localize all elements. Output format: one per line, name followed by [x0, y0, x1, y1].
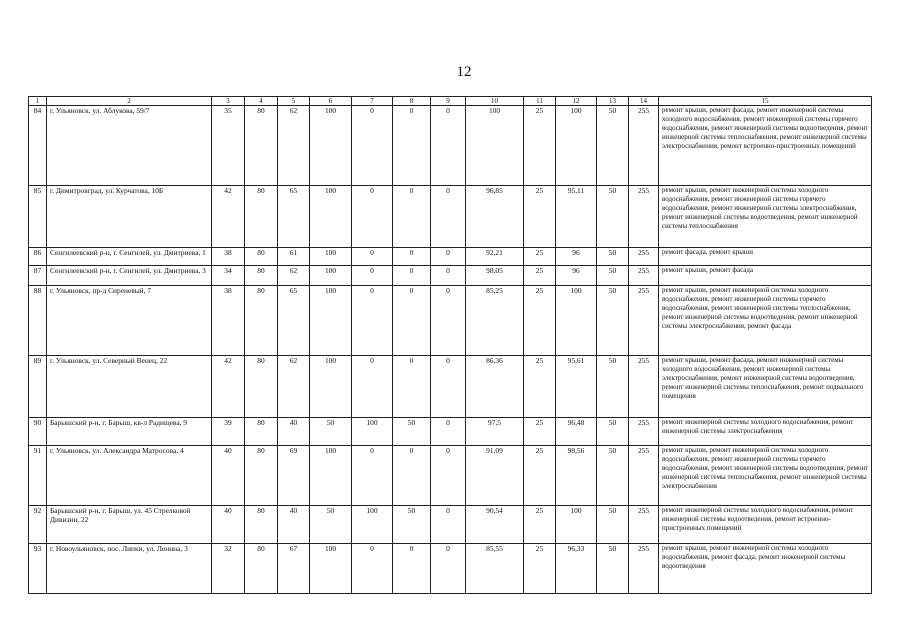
address-cell: Барышский р-н, г. Барыш, кв-л Радищева, 9 — [47, 418, 212, 446]
cell-col-13: 50 — [597, 286, 629, 356]
cell-col-14: 255 — [629, 248, 659, 266]
cell-col-10: 86,36 — [466, 356, 524, 418]
cell-col-13: 50 — [597, 446, 629, 506]
cell-col-8: 50 — [393, 418, 431, 446]
cell-col-13: 50 — [597, 506, 629, 544]
cell-col-5: 62 — [278, 356, 310, 418]
row-number: 90 — [29, 418, 47, 446]
cell-col-14: 255 — [629, 106, 659, 186]
cell-col-6: 100 — [310, 356, 352, 418]
header-col-10: 10 — [466, 97, 524, 106]
works-cell: ремонт крыши, ремонт инженерной системы холодного водоснабжения, ремонт инженерной системы горячего водоснабжения, ремонт инженерной системы водоотведения, ремонт инженерной системы теплоснабжения, ремонт инженерной системы электроснабжения — [659, 446, 872, 506]
cell-col-13: 50 — [597, 356, 629, 418]
cell-col-10: 90,54 — [466, 506, 524, 544]
row-number: 86 — [29, 248, 47, 266]
cell-col-11: 25 — [524, 186, 556, 248]
cell-col-4: 80 — [245, 286, 278, 356]
header-col-12: 12 — [556, 97, 597, 106]
works-cell: ремонт крыши, ремонт фасада, ремонт инженерной системы холодного водоснабжения, ремонт инженерной системы электроснабжения, ремонт инженерной системы водоотведения, ремонт инженерной системы теплоснабжения, ремонт подвального помещения — [659, 356, 872, 418]
table-row — [29, 248, 872, 266]
header-col-4: 4 — [245, 97, 278, 106]
cell-col-13: 50 — [597, 248, 629, 266]
cell-col-4: 80 — [245, 446, 278, 506]
cell-col-9: 0 — [431, 506, 466, 544]
cell-col-5: 61 — [278, 248, 310, 266]
cell-col-8: 0 — [393, 106, 431, 186]
address-cell: г. Новоульяновск, пос. Липки, ул. Ленина, 3 — [47, 544, 212, 594]
cell-col-11: 25 — [524, 248, 556, 266]
cell-col-4: 80 — [245, 266, 278, 286]
works-cell: ремонт крыши, ремонт фасада, ремонт инженерной системы холодного водоснабжения, ремонт инженерной системы горячего водоснабжения, ремонт инженерной системы водоотведения, ремонт инженерной системы теплоснабжения, ремонт инженерной системы электроснабжения, ремонт встроенно-пристроенных помещений — [659, 106, 872, 186]
cell-col-3: 38 — [212, 248, 245, 266]
cell-col-10: 85,55 — [466, 544, 524, 594]
table-row — [29, 106, 872, 186]
cell-col-3: 40 — [212, 446, 245, 506]
cell-col-9: 0 — [431, 446, 466, 506]
cell-col-6: 50 — [310, 418, 352, 446]
cell-col-11: 25 — [524, 506, 556, 544]
cell-col-6: 100 — [310, 266, 352, 286]
header-col-5: 5 — [278, 97, 310, 106]
header-col-1: 1 — [29, 97, 47, 106]
cell-col-8: 0 — [393, 286, 431, 356]
table-row — [29, 356, 872, 418]
cell-col-3: 35 — [212, 106, 245, 186]
cell-col-10: 92,21 — [466, 248, 524, 266]
cell-col-14: 255 — [629, 418, 659, 446]
address-cell: Барышский р-н, г. Барыш, ул. 45 Стрелковой Дивизии, 22 — [47, 506, 212, 544]
cell-col-14: 255 — [629, 544, 659, 594]
table-row — [29, 266, 872, 286]
cell-col-12: 96,48 — [556, 418, 597, 446]
header-col-13: 13 — [597, 97, 629, 106]
cell-col-3: 42 — [212, 356, 245, 418]
cell-col-9: 0 — [431, 356, 466, 418]
row-number: 91 — [29, 446, 47, 506]
cell-col-5: 40 — [278, 506, 310, 544]
cell-col-9: 0 — [431, 106, 466, 186]
cell-col-12: 95,11 — [556, 186, 597, 248]
header-col-3: 3 — [212, 97, 245, 106]
cell-col-5: 62 — [278, 106, 310, 186]
cell-col-8: 0 — [393, 446, 431, 506]
cell-col-6: 100 — [310, 106, 352, 186]
cell-col-11: 25 — [524, 446, 556, 506]
cell-col-11: 25 — [524, 266, 556, 286]
cell-col-12: 96 — [556, 266, 597, 286]
header-col-6: 6 — [310, 97, 352, 106]
cell-col-7: 100 — [352, 418, 393, 446]
cell-col-9: 0 — [431, 544, 466, 594]
cell-col-7: 100 — [352, 506, 393, 544]
row-number: 85 — [29, 186, 47, 248]
cell-col-12: 95,61 — [556, 356, 597, 418]
cell-col-3: 34 — [212, 266, 245, 286]
cell-col-6: 100 — [310, 544, 352, 594]
row-number: 92 — [29, 506, 47, 544]
cell-col-5: 69 — [278, 446, 310, 506]
address-cell: г. Димитровград, ул. Курчатова, 10Б — [47, 186, 212, 248]
table-row — [29, 418, 872, 446]
cell-col-4: 80 — [245, 186, 278, 248]
table-row — [29, 506, 872, 544]
cell-col-4: 80 — [245, 544, 278, 594]
repair-table-container — [28, 96, 872, 594]
cell-col-8: 0 — [393, 248, 431, 266]
header-col-9: 9 — [431, 97, 466, 106]
cell-col-4: 80 — [245, 356, 278, 418]
header-col-8: 8 — [393, 97, 431, 106]
cell-col-13: 50 — [597, 266, 629, 286]
cell-col-6: 100 — [310, 186, 352, 248]
row-number: 84 — [29, 106, 47, 186]
cell-col-14: 255 — [629, 356, 659, 418]
page-number: 12 — [456, 64, 472, 80]
cell-col-8: 0 — [393, 186, 431, 248]
column-number-row — [29, 97, 872, 106]
cell-col-12: 100 — [556, 506, 597, 544]
cell-col-11: 25 — [524, 286, 556, 356]
cell-col-13: 50 — [597, 418, 629, 446]
cell-col-7: 0 — [352, 248, 393, 266]
cell-col-3: 42 — [212, 186, 245, 248]
cell-col-7: 0 — [352, 544, 393, 594]
cell-col-5: 67 — [278, 544, 310, 594]
cell-col-6: 100 — [310, 286, 352, 356]
address-cell: г. Ульяновск, ул. Аблукова, 59/7 — [47, 106, 212, 186]
cell-col-6: 100 — [310, 248, 352, 266]
address-cell: г. Ульяновск, ул. Александра Матросова, 4 — [47, 446, 212, 506]
table-header — [29, 97, 872, 106]
cell-col-4: 80 — [245, 506, 278, 544]
works-cell: ремонт фасада, ремонт крыши — [659, 248, 872, 266]
works-cell: ремонт инженерной системы холодного водоснабжения, ремонт инженерной системы водоотведения, ремонт встроенно-пристроенных помещений — [659, 506, 872, 544]
cell-col-3: 32 — [212, 544, 245, 594]
cell-col-8: 0 — [393, 266, 431, 286]
cell-col-6: 100 — [310, 446, 352, 506]
address-cell: г. Ульяновск, пр-д Сиреневый, 7 — [47, 286, 212, 356]
table-body — [29, 106, 872, 594]
cell-col-10: 97,5 — [466, 418, 524, 446]
address-cell: г. Ульяновск, ул. Северный Венец, 22 — [47, 356, 212, 418]
cell-col-8: 50 — [393, 506, 431, 544]
row-number: 93 — [29, 544, 47, 594]
cell-col-9: 0 — [431, 248, 466, 266]
header-col-15: 15 — [659, 97, 872, 106]
cell-col-9: 0 — [431, 286, 466, 356]
address-cell: Сенгилеевский р-н, г. Сенгилей, ул. Дмитриева, 3 — [47, 266, 212, 286]
cell-col-9: 0 — [431, 186, 466, 248]
cell-col-12: 98,56 — [556, 446, 597, 506]
cell-col-14: 255 — [629, 186, 659, 248]
cell-col-11: 25 — [524, 418, 556, 446]
header-col-11: 11 — [524, 97, 556, 106]
cell-col-7: 0 — [352, 286, 393, 356]
cell-col-5: 40 — [278, 418, 310, 446]
works-cell: ремонт инженерной системы холодного водоснабжения, ремонт инженерной системы электроснабжения — [659, 418, 872, 446]
cell-col-10: 85,25 — [466, 286, 524, 356]
cell-col-13: 50 — [597, 106, 629, 186]
table-row — [29, 186, 872, 248]
cell-col-7: 0 — [352, 446, 393, 506]
cell-col-4: 80 — [245, 106, 278, 186]
header-col-14: 14 — [629, 97, 659, 106]
address-cell: Сенгилеевский р-н, г. Сенгилей, ул. Дмитриева, 1 — [47, 248, 212, 266]
cell-col-3: 39 — [212, 418, 245, 446]
row-number: 88 — [29, 286, 47, 356]
cell-col-9: 0 — [431, 418, 466, 446]
cell-col-8: 0 — [393, 356, 431, 418]
cell-col-10: 96,85 — [466, 186, 524, 248]
cell-col-10: 100 — [466, 106, 524, 186]
cell-col-5: 65 — [278, 186, 310, 248]
cell-col-4: 80 — [245, 248, 278, 266]
cell-col-14: 255 — [629, 506, 659, 544]
cell-col-5: 62 — [278, 266, 310, 286]
cell-col-4: 80 — [245, 418, 278, 446]
cell-col-5: 65 — [278, 286, 310, 356]
cell-col-7: 0 — [352, 356, 393, 418]
works-cell: ремонт крыши, ремонт инженерной системы холодного водоснабжения, ремонт инженерной системы горячего водоснабжения, ремонт инженерной системы теплоснабжения, ремонт инженерной системы водоотведения, ремонт инженерной системы электроснабжения, ремонт фасада — [659, 286, 872, 356]
table-row — [29, 446, 872, 506]
cell-col-12: 96,33 — [556, 544, 597, 594]
table-row — [29, 286, 872, 356]
cell-col-8: 0 — [393, 544, 431, 594]
cell-col-12: 100 — [556, 106, 597, 186]
row-number: 89 — [29, 356, 47, 418]
cell-col-13: 50 — [597, 544, 629, 594]
header-col-2: 2 — [47, 97, 212, 106]
cell-col-10: 91,09 — [466, 446, 524, 506]
cell-col-11: 25 — [524, 544, 556, 594]
cell-col-14: 255 — [629, 286, 659, 356]
header-col-7: 7 — [352, 97, 393, 106]
cell-col-3: 40 — [212, 506, 245, 544]
cell-col-6: 50 — [310, 506, 352, 544]
cell-col-13: 50 — [597, 186, 629, 248]
table-row — [29, 544, 872, 594]
works-cell: ремонт крыши, ремонт инженерной системы холодного водоснабжения, ремонт фасада, ремонт инженерной системы водоотведения — [659, 544, 872, 594]
cell-col-7: 0 — [352, 266, 393, 286]
cell-col-14: 255 — [629, 266, 659, 286]
works-cell: ремонт крыши, ремонт фасада — [659, 266, 872, 286]
repair-table — [28, 96, 872, 594]
cell-col-7: 0 — [352, 186, 393, 248]
cell-col-11: 25 — [524, 106, 556, 186]
row-number: 87 — [29, 266, 47, 286]
cell-col-10: 98,05 — [466, 266, 524, 286]
cell-col-12: 100 — [556, 286, 597, 356]
cell-col-9: 0 — [431, 266, 466, 286]
cell-col-3: 38 — [212, 286, 245, 356]
cell-col-11: 25 — [524, 356, 556, 418]
cell-col-12: 96 — [556, 248, 597, 266]
cell-col-14: 255 — [629, 446, 659, 506]
works-cell: ремонт крыши, ремонт инженерной системы холодного водоснабжения, ремонт инженерной системы горячего водоснабжения, ремонт инженерной системы электроснабжения, ремонт инженерной системы водоотведения, ремонт инженерной системы теплоснабжения — [659, 186, 872, 248]
cell-col-7: 0 — [352, 106, 393, 186]
